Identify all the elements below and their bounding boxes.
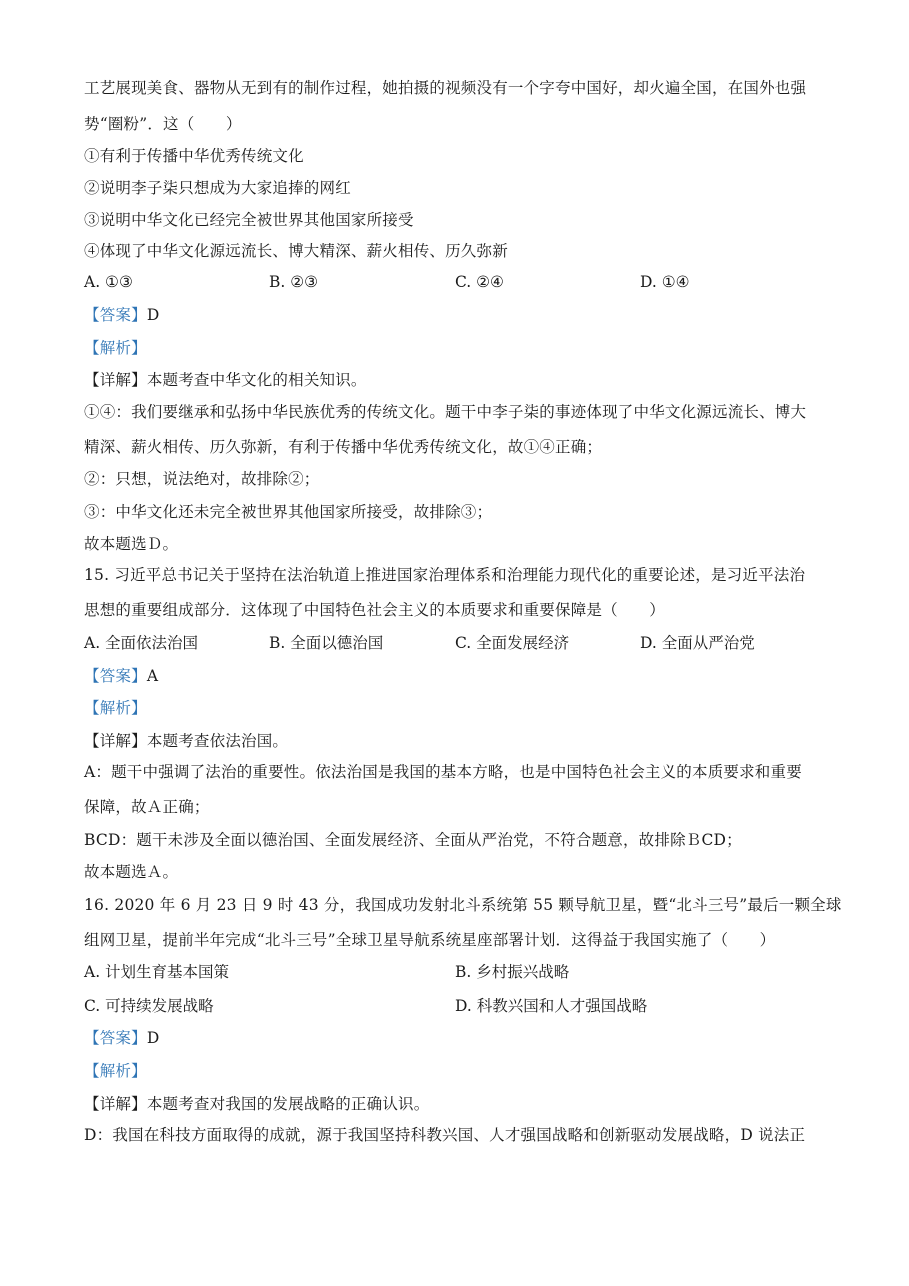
q16-detail — [84, 1094, 429, 1114]
q16-answer — [84, 1028, 159, 1048]
answer-tag: 【答案】 — [84, 1029, 147, 1047]
q14-explanation-3: ③：中华文化还未完全被世界其他国家所接受，故排除③； — [84, 503, 493, 521]
detail-text: 本题考查依法治国。 — [146, 732, 289, 750]
q14-item-2: ②说明李子柒只想成为大家追捧的网红 — [84, 179, 351, 197]
q14-detail — [84, 370, 367, 390]
q16-option-d: D. 科教兴国和人才强国战略 — [455, 997, 648, 1015]
q15-detail — [84, 731, 288, 751]
q15-option-d: D. 全面从严治党 — [640, 634, 755, 652]
q14-explanation-1-line1: ①④：我们要继承和弘扬中华民族优秀的传统文化。题干中李子柒的事迹体现了中华文化源远流长、博大 — [84, 403, 807, 421]
q15-answer — [84, 666, 158, 686]
q16-option-b: B. 乡村振兴战略 — [455, 963, 570, 981]
q14-item-1: ①有利于传播中华优秀传统文化 — [84, 147, 304, 165]
q14-option-d: D. ①④ — [640, 273, 690, 291]
q15-option-b: B. 全面以德治国 — [269, 634, 384, 652]
q14-stem-line1: 工艺展现美食、器物从无到有的制作过程，她拍摄的视频没有一个字夸中国好，却火遍全国，在国外也强 — [84, 79, 807, 97]
q15-stem-line1: 15. 习近平总书记关于坚持在法治轨道上推进国家治理体系和治理能力现代化的重要论述，是习近平法治 — [84, 566, 806, 584]
q14-stem-line2: 势“圈粉”．这（ ） — [84, 115, 242, 133]
q16-stem-line2: 组网卫星，提前半年完成“北斗三号”全球卫星导航系统星座部署计划．这得益于我国实施了（ ） — [84, 931, 776, 949]
q15-option-a: A. 全面依法治国 — [84, 634, 199, 652]
q15-explanation-1-line1: A：题干中强调了法治的重要性。依法治国是我国的基本方略，也是中国特色社会主义的本质要求和重要 — [84, 763, 802, 781]
q14-conclusion: 故本题选Ｄ。 — [84, 535, 179, 553]
q14-explanation-1-line2: 精深、薪火相传、历久弥新，有利于传播中华优秀传统文化，故①④正确； — [84, 438, 603, 456]
q14-item-3: ③说明中华文化已经完全被世界其他国家所接受 — [84, 211, 414, 229]
detail-tag: 【详解】 — [84, 732, 147, 750]
detail-text: 本题考查中华文化的相关知识。 — [146, 371, 367, 389]
detail-tag: 【详解】 — [84, 1095, 147, 1113]
q15-explanation-1-line2: 保障，故Ａ正确； — [84, 798, 210, 816]
q15-option-c: C. 全面发展经济 — [455, 634, 570, 652]
answer-tag: 【答案】 — [84, 667, 147, 685]
q14-option-c: C. ②④ — [455, 273, 504, 291]
q14-option-a: A. ①③ — [84, 273, 133, 291]
q15-explanation-2: BCD：题干未涉及全面以德治国、全面发展经济、全面从严治党，不符合题意，故排除ＢCD； — [84, 831, 742, 849]
detail-text: 本题考查对我国的发展战略的正确认识。 — [146, 1095, 430, 1113]
answer-value: D — [146, 306, 160, 324]
q16-option-c: C. 可持续发展战略 — [84, 997, 214, 1015]
q16-explanation-1-line1: D：我国在科技方面取得的成就，源于我国坚持科教兴国、人才强国战略和创新驱动发展战略，D 说法正 — [84, 1126, 806, 1144]
q16-option-a: A. 计划生育基本国策 — [84, 963, 230, 981]
q14-explanation-2: ②：只想，说法绝对，故排除②； — [84, 470, 320, 488]
q14-option-b: B. ②③ — [269, 273, 319, 291]
answer-value: A — [146, 667, 159, 685]
answer-tag: 【答案】 — [84, 306, 147, 324]
q15-stem-line2: 思想的重要组成部分．这体现了中国特色社会主义的本质要求和重要保障是（ ） — [84, 601, 665, 619]
q14-answer — [84, 305, 159, 325]
q16-analysis-tag: 【解析】 — [84, 1062, 147, 1080]
q15-conclusion: 故本题选Ａ。 — [84, 863, 179, 881]
q14-item-4: ④体现了中华文化源远流长、博大精深、薪火相传、历久弥新 — [84, 242, 508, 260]
q14-analysis-tag: 【解析】 — [84, 339, 147, 357]
q16-stem-line1: 16. 2020 年 6 月 23 日 9 时 43 分，我国成功发射北斗系统第 55 颗导航卫星，暨“北斗三号”最后一颗全球 — [84, 896, 842, 914]
answer-value: D — [146, 1029, 160, 1047]
q15-analysis-tag: 【解析】 — [84, 699, 147, 717]
detail-tag: 【详解】 — [84, 371, 147, 389]
